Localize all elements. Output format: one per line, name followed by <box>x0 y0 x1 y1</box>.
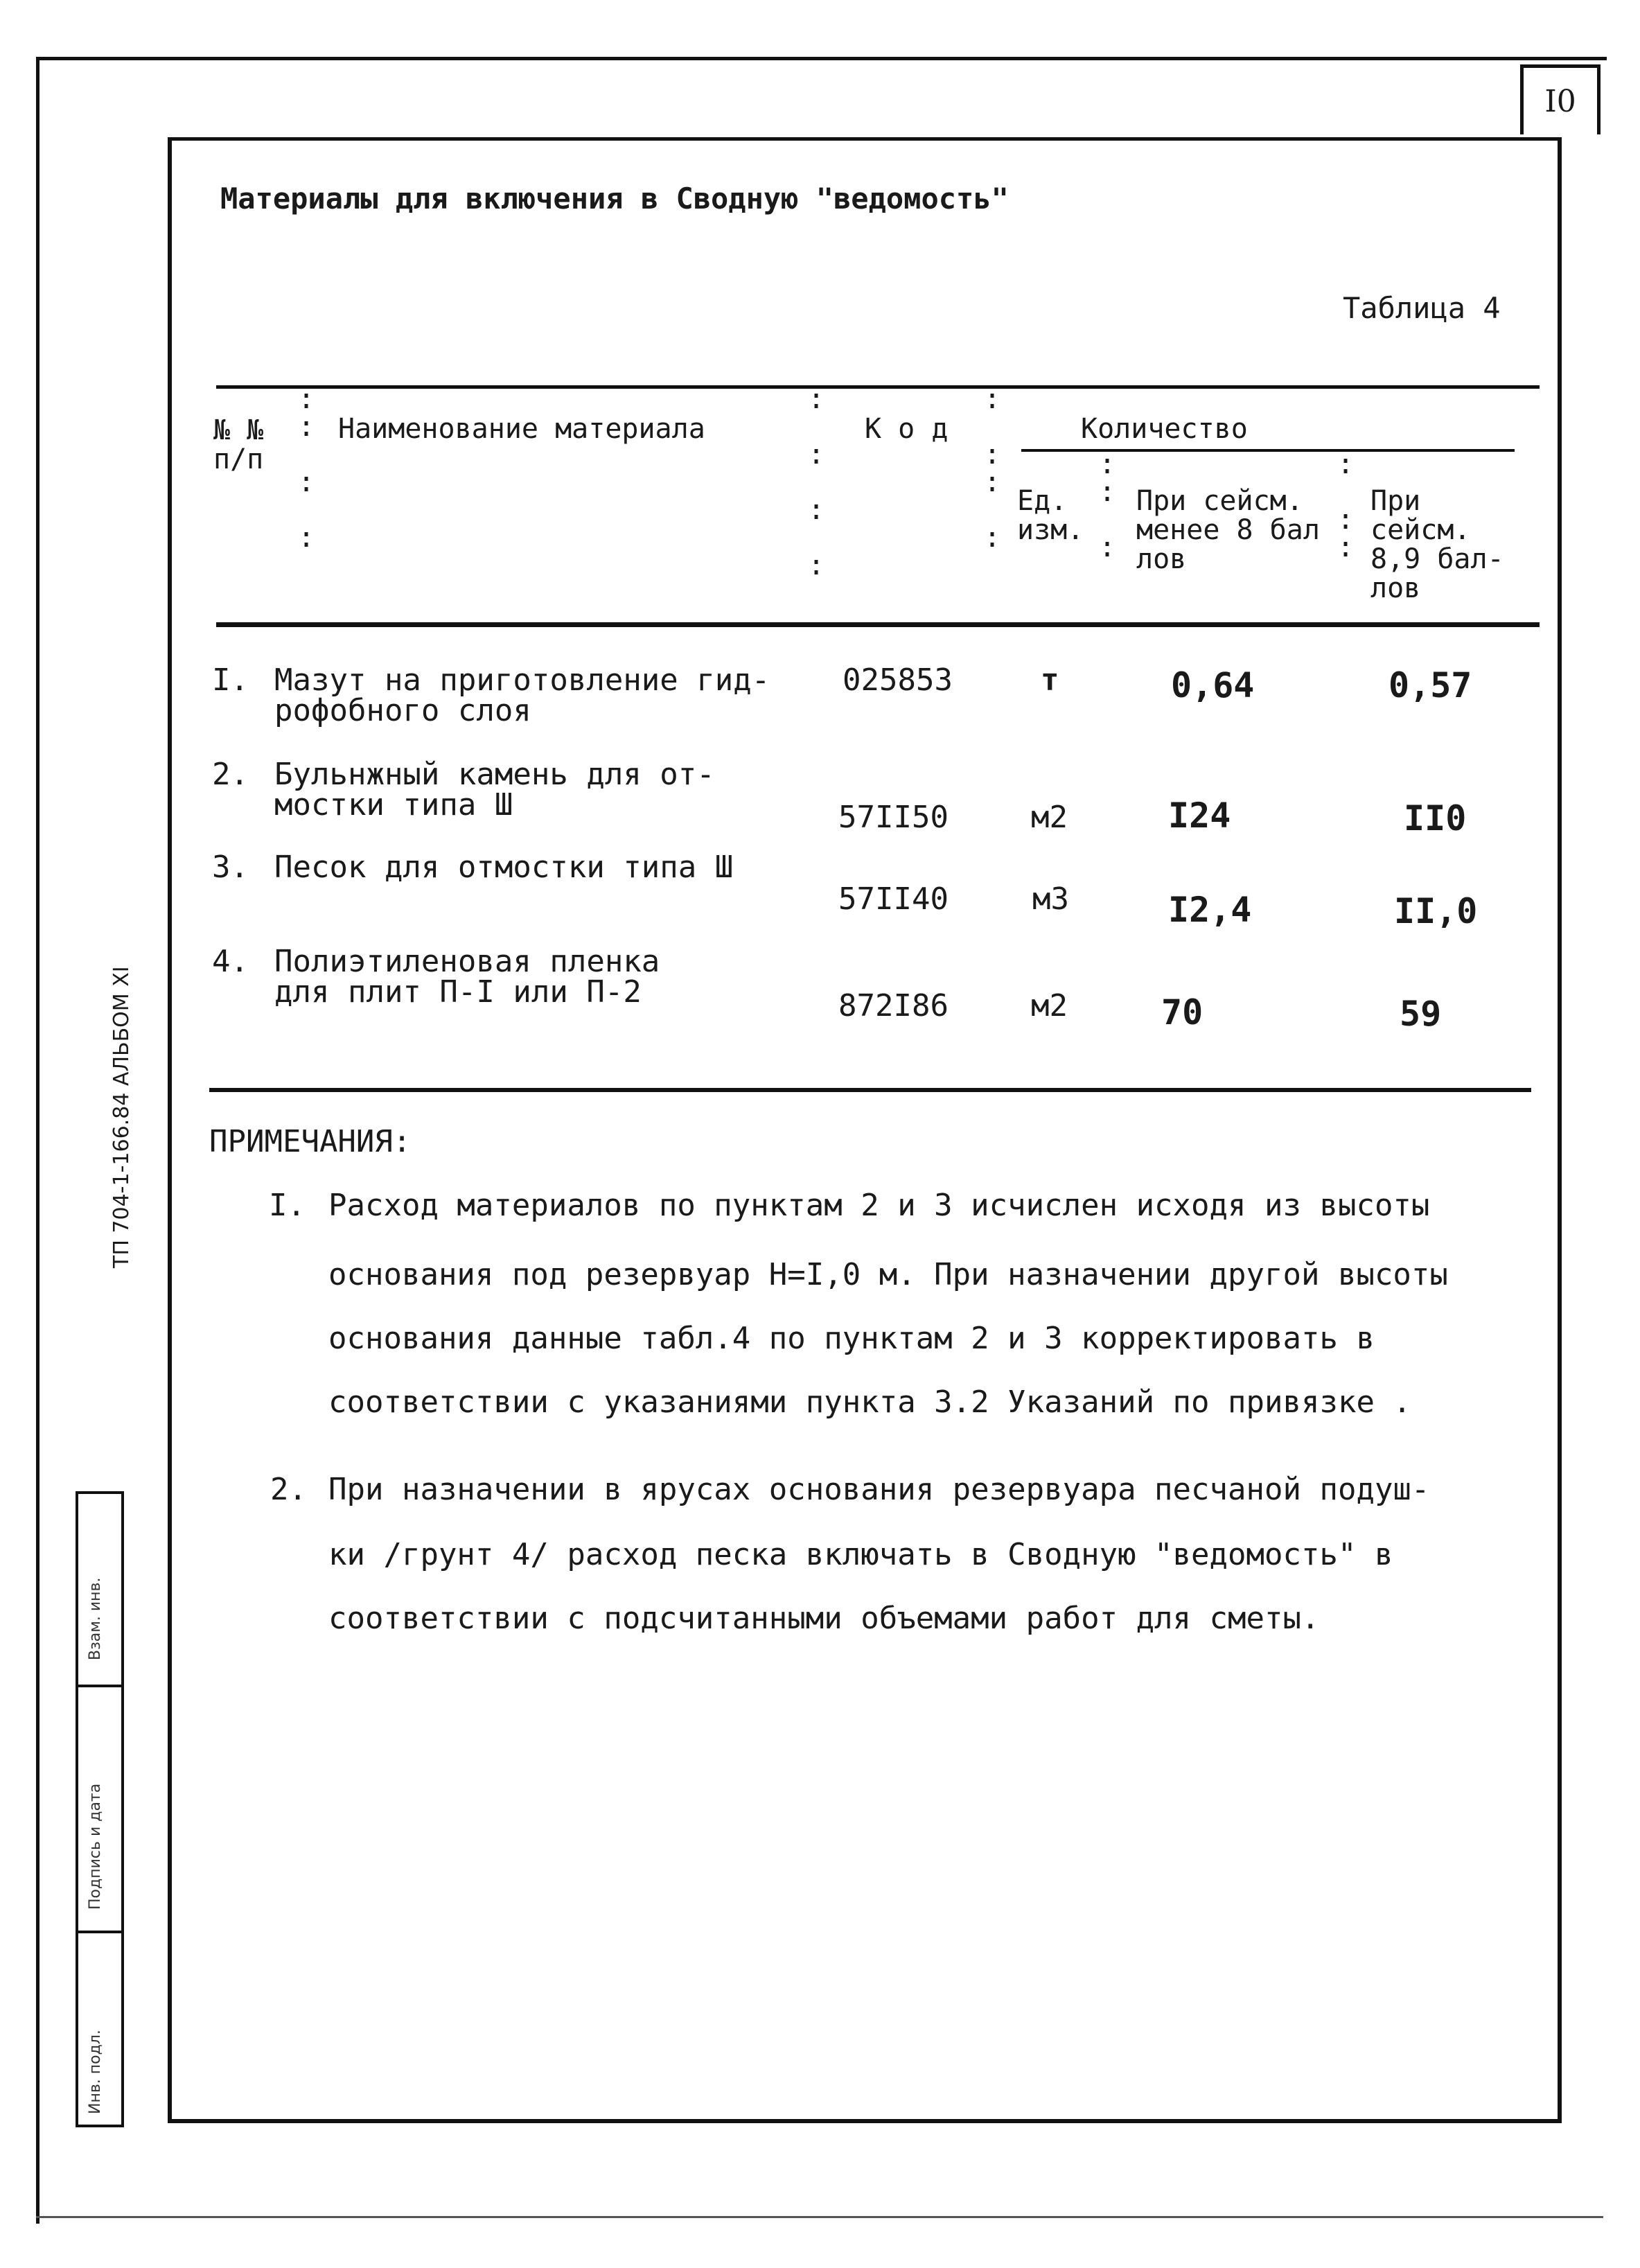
row-number: 3. <box>212 850 249 885</box>
row-qty-lt8: 0,64 <box>1171 665 1255 705</box>
row-unit: т <box>1041 662 1059 698</box>
stamp-divider <box>78 1931 121 1933</box>
stamp-label: Взам. инв. <box>87 1577 104 1660</box>
header-name: Наименование материала <box>338 413 705 445</box>
row-number: 4. <box>212 944 249 979</box>
note-line: Расход материалов по пунктам 2 и 3 исчислен исходя из высоты <box>328 1188 1430 1223</box>
row-qty-8-9: 59 <box>1400 994 1442 1034</box>
note-line: соответствии с указаниями пункта 3.2 Указаний по привязке . <box>328 1384 1411 1420</box>
row-unit: м2 <box>1031 800 1068 835</box>
row-qty-8-9: 0,57 <box>1388 665 1472 705</box>
stamp-divider <box>78 1685 121 1687</box>
col-separator: : : : : <box>808 383 825 581</box>
header-quantity: Количество <box>1081 413 1248 445</box>
row-code: 57II50 <box>838 800 949 835</box>
header-num: № № п/п <box>213 414 264 475</box>
note-line: основания данные табл.4 по пунктам 2 и 3 корректировать в <box>328 1321 1375 1356</box>
table-top-rule <box>216 385 1540 389</box>
bottom-edge-line <box>36 2216 1603 2218</box>
sheet-number: I0 <box>1520 64 1601 134</box>
header-bottom-rule <box>216 622 1540 627</box>
row-unit: м2 <box>1031 988 1068 1023</box>
header-seismic-lt8: При сейсм. менее 8 бал лов <box>1136 485 1320 575</box>
row-qty-8-9: II,0 <box>1394 891 1478 931</box>
qty-underline <box>1021 449 1515 452</box>
note-number: I. <box>269 1188 306 1223</box>
row-material-name: Мазут на приготовление гид- рофобного слоя <box>274 662 770 728</box>
row-material-name: Бульнжный камень для от- мостки типа Ш <box>274 757 715 823</box>
row-material-name: Песок для отмостки типа Ш <box>274 850 734 885</box>
row-qty-lt8: I24 <box>1168 795 1231 836</box>
stamp-label: Подпись и дата <box>87 1783 104 1910</box>
header-unit: Ед. изм. <box>1017 485 1084 546</box>
table-bottom-rule <box>209 1088 1531 1092</box>
table-label: Таблица 4 <box>1343 291 1501 325</box>
note-line: основания под резервуар Н=I,0 м. При назначении другой высоты <box>328 1257 1448 1292</box>
header-seismic-8-9: При сейсм. 8,9 бал- лов <box>1370 485 1504 604</box>
col-separator: : : : <box>1337 448 1355 563</box>
page-title: Материалы для включения в Сводную "ведомость" <box>220 182 1009 216</box>
stamp-label: Инв. подл. <box>87 2030 104 2114</box>
header-code: К о д <box>865 413 949 445</box>
notes-heading: ПРИМЕЧАНИЯ: <box>209 1124 412 1159</box>
col-separator: : : : : <box>298 383 315 554</box>
row-code: 025853 <box>843 662 953 698</box>
row-number: 2. <box>212 757 249 792</box>
row-number: I. <box>212 662 249 698</box>
row-qty-8-9: II0 <box>1404 798 1467 838</box>
col-separator: : : : <box>1099 448 1116 563</box>
row-code: 872I86 <box>838 988 949 1023</box>
row-unit: м3 <box>1032 881 1069 917</box>
note-line: При назначении в ярусах основания резервуара песчаной подуш- <box>328 1472 1430 1507</box>
row-code: 57II40 <box>838 881 949 917</box>
side-label: ТП 704-1-166.84 АЛЬБОМ ХІ <box>109 966 134 1268</box>
note-number: 2. <box>270 1472 307 1507</box>
note-line: ки /грунт 4/ расход песка включать в Сводную "ведомость" в <box>328 1537 1393 1572</box>
note-line: соответствии с подсчитанными объемами работ для сметы. <box>328 1601 1320 1636</box>
row-qty-lt8: I2,4 <box>1168 890 1252 930</box>
col-separator: : : : : <box>984 383 1001 554</box>
stamp-box <box>76 1491 124 2127</box>
row-material-name: Полиэтиленовая пленка для плит П-I или П-2 <box>274 944 660 1010</box>
row-qty-lt8: 70 <box>1161 992 1203 1032</box>
